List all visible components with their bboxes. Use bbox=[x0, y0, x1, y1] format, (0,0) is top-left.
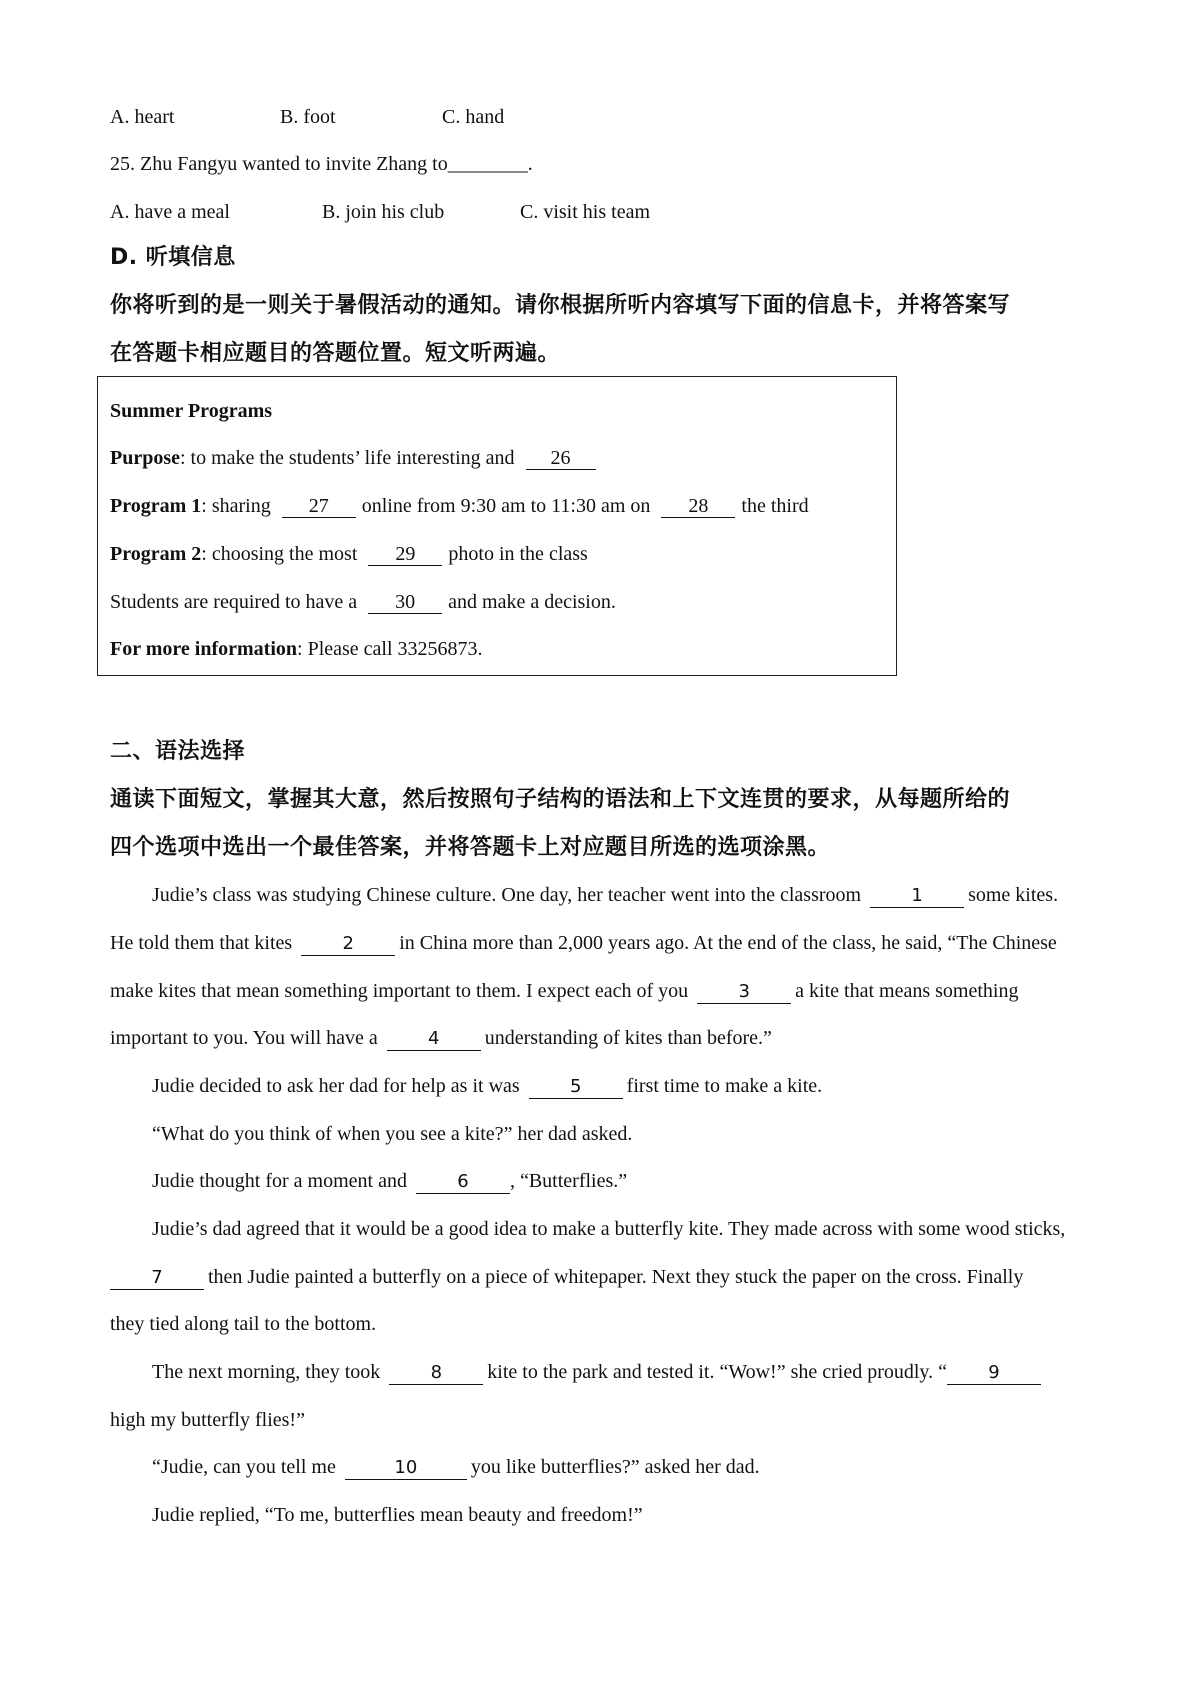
purpose-line: Purpose: to make the students’ life interesting and 26 bbox=[110, 444, 596, 472]
blank-3: 3 bbox=[697, 981, 791, 1004]
required-line: Students are required to have a 30 and make a decision. bbox=[110, 591, 616, 613]
q24-option-b: B. foot bbox=[280, 106, 336, 128]
blank-8: 8 bbox=[389, 1362, 483, 1385]
passage-line-5: Judie decided to ask her dad for help as it was 5 first time to make a kite. bbox=[152, 1075, 823, 1097]
program1-label: Program 1 bbox=[110, 495, 202, 517]
passage-line-7: Judie thought for a moment and 6 , “Butterflies.” bbox=[152, 1170, 628, 1192]
q25-option-b: B. join his club bbox=[322, 201, 445, 223]
passage-line-12: high my butterfly flies!” bbox=[110, 1409, 305, 1431]
q25-option-c: C. visit his team bbox=[520, 201, 650, 223]
section-2-instruction-line1: 通读下面短文，掌握其大意，然后按照句子结构的语法和上下文连贯的要求，从每题所给的 bbox=[110, 787, 1011, 812]
passage-line-6: “What do you think of when you see a kite?” her dad asked. bbox=[152, 1123, 633, 1145]
blank-5: 5 bbox=[529, 1076, 623, 1099]
passage-line-4: important to you. You will have a 4 understanding of kites than before.” bbox=[110, 1027, 772, 1049]
q25-stem: 25. Zhu Fangyu wanted to invite Zhang to________. bbox=[110, 153, 533, 175]
section-2-heading: 二、语法选择 bbox=[110, 739, 246, 764]
passage-line-11: The next morning, they took 8 kite to the park and tested it. “Wow!” she cried proudly. “ 9 bbox=[152, 1358, 1041, 1386]
q24-option-a: A. heart bbox=[110, 106, 175, 128]
program2-label: Program 2 bbox=[110, 543, 202, 565]
blank-9: 9 bbox=[947, 1362, 1041, 1385]
blank-10: 10 bbox=[345, 1457, 467, 1480]
passage-line-3: make kites that mean something important to them. I expect each of you 3 a kite that means something bbox=[110, 980, 1019, 1002]
section-d-heading: D. 听填信息 bbox=[110, 245, 236, 270]
q25-options bbox=[110, 198, 650, 226]
purpose-label: Purpose bbox=[110, 447, 180, 469]
section-d-instruction-line1: 你将听到的是一则关于暑假活动的通知。请你根据所听内容填写下面的信息卡，并将答案写 bbox=[110, 293, 1011, 318]
more-info-label: For more information bbox=[110, 638, 298, 660]
blank-27: 27 bbox=[282, 495, 356, 518]
blank-28: 28 bbox=[661, 495, 735, 518]
blank-1: 1 bbox=[870, 885, 964, 908]
passage-line-1: Judie’s class was studying Chinese culture. One day, her teacher went into the classroom 1 some kites. bbox=[152, 884, 1059, 906]
passage-line-10: they tied along tail to the bottom. bbox=[110, 1313, 377, 1335]
passage-line-14: Judie replied, “To me, butterflies mean beauty and freedom!” bbox=[152, 1504, 643, 1526]
passage-line-9: 7 then Judie painted a butterfly on a piece of whitepaper. Next they stuck the paper on the cross. Finally bbox=[110, 1263, 1023, 1291]
blank-29: 29 bbox=[368, 543, 442, 566]
info-card-title: Summer Programs bbox=[110, 400, 273, 422]
blank-4: 4 bbox=[387, 1028, 481, 1051]
q24-option-c: C. hand bbox=[442, 106, 505, 128]
passage-line-8: Judie’s dad agreed that it would be a good idea to make a butterfly kite. They made across with some wood sticks, bbox=[152, 1218, 1066, 1240]
blank-26: 26 bbox=[526, 447, 596, 470]
section-d-instruction-line2: 在答题卡相应题目的答题位置。短文听两遍。 bbox=[110, 341, 561, 366]
program2-line: Program 2: choosing the most 29 photo in the class bbox=[110, 543, 588, 565]
passage-line-2: He told them that kites 2 in China more than 2,000 years ago. At the end of the class, he said, “The Chinese bbox=[110, 932, 1057, 954]
more-info-line: For more information: Please call 33256873. bbox=[110, 638, 483, 660]
blank-7: 7 bbox=[110, 1267, 204, 1290]
passage-line-13: “Judie, can you tell me 10 you like butterflies?” asked her dad. bbox=[152, 1456, 760, 1478]
q25-option-a: A. have a meal bbox=[110, 201, 230, 223]
program1-line: Program 1: sharing 27 online from 9:30 am to 11:30 am on 28 the third bbox=[110, 495, 809, 517]
info-card bbox=[97, 376, 897, 676]
blank-30: 30 bbox=[368, 591, 442, 614]
section-2-instruction-line2: 四个选项中选出一个最佳答案，并将答题卡上对应题目所选的选项涂黑。 bbox=[110, 835, 831, 860]
blank-2: 2 bbox=[301, 933, 395, 956]
q24-options bbox=[110, 103, 504, 131]
blank-6: 6 bbox=[416, 1171, 510, 1194]
